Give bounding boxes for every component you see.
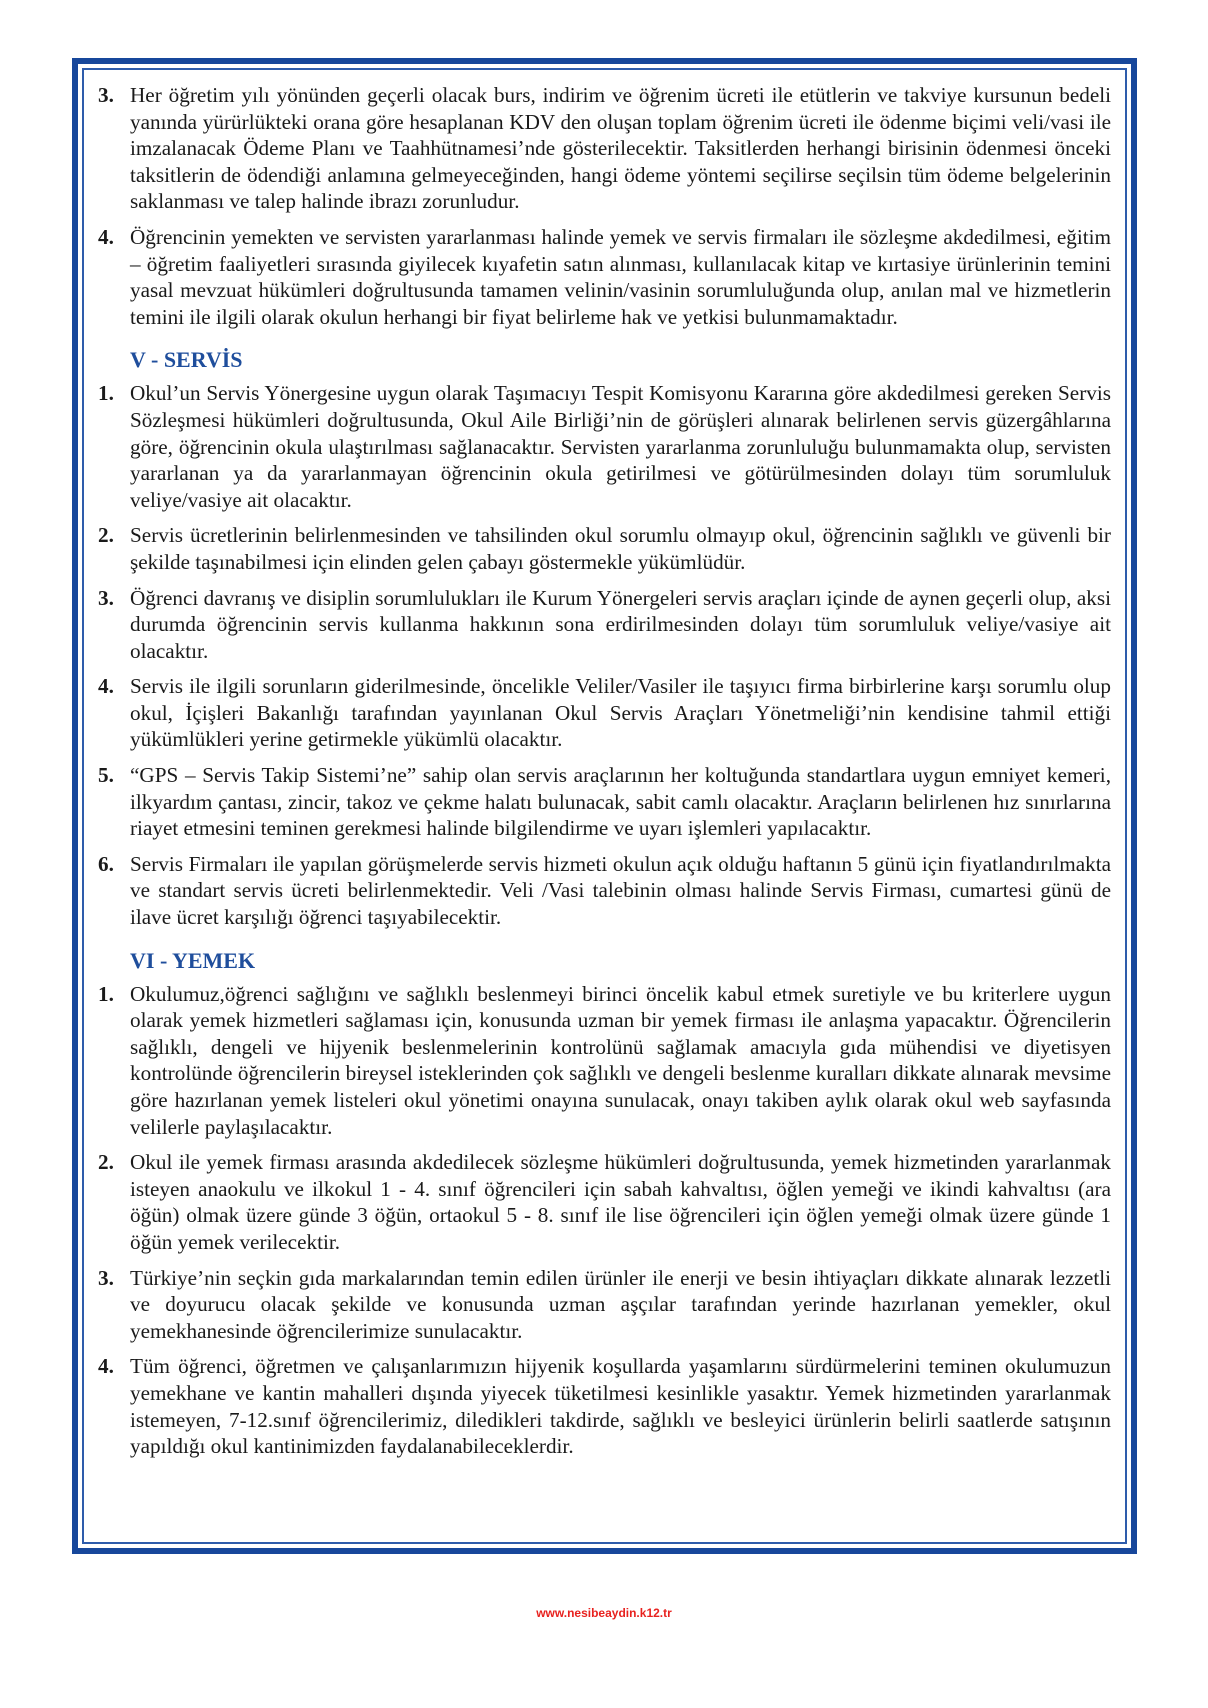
item-text: Öğrenci davranış ve disiplin sorumlulukları ile Kurum Yönergeleri servis araçları içinde de aynen geçerli olup, aksi durumda öğrencinin servis kullanma hakkının sona erdirilmesinden dolayı tüm sorumluluk veliye/vasiye ait olacaktır. [130, 585, 1111, 663]
item-text: “GPS – Servis Takip Sistemi’ne” sahip olan servis araçlarının her koltuğunda standartlara uygun emniyet kemeri, ilkyardım çantası, zincir, takoz ve çekme halatı bulunacak, sabit camlı olacaktır. Araçların belirlenen hız sınırlarına riayet etmesini teminen gerekmesi halinde bilgilendirme ve uyarı işlemleri yapılacaktır. [130, 763, 1111, 841]
list-item [98, 851, 1111, 931]
item-text: Okul ile yemek firması arasında akdedilecek sözleşme hükümleri doğrultusunda, yemek hizmetinden yararlanmak isteyen anaokulu ve ilkokul 1 - 4. sınıf öğrencileri için sabah kahvaltısı, öğlen yemeği ve ikindi kahvaltısı (ara öğün) olmak üzere günde 3 öğün, ortaokul 5 - 8. sınıf ile lise öğrencileri için öğlen yemeği olmak üzere günde 1 öğün yemek verilecektir. [130, 1150, 1111, 1254]
list-item [98, 82, 1111, 215]
document-body [98, 82, 1111, 1469]
item-text: Türkiye’nin seçkin gıda markalarından temin edilen ürünler ile enerji ve besin ihtiyaçları dikkate alınarak lezzetli ve doyurucu olacak şekilde ve konusunda uzman aşçılar tarafından yerinde hazırlanan yemekler, okul yemekhanesinde öğrencilerimize sunulacaktır. [130, 1265, 1111, 1343]
item-number: 5. [98, 763, 114, 788]
item-number: 1. [98, 381, 114, 406]
item-text: Servis Firmaları ile yapılan görüşmelerde servis hizmeti okulun açık olduğu haftanın 5 günü için fiyatlandırılmakta ve standart servis ücreti belirlenmektedir. Veli /Vasi talebinin olması halinde Servis Firması, cumartesi günü de ilave ücret karşılığı öğrenci taşıyabilecektir. [130, 851, 1111, 930]
item-number: 4. [98, 224, 114, 249]
list-item [98, 762, 1111, 842]
item-text: Okul’un Servis Yönergesine uygun olarak Taşımacıyı Tespit Komisyonu Kararına göre akdedilmesi gereken Servis Sözleşmesi hükümleri doğrultusunda, Okul Aile Birliği’nin de görüşleri alınarak belirlenen servis güzergâhlarına göre, öğrencinin okula ulaştırılması sağlanacaktır. Servisten yararlanma zorunluluğu bulunmamakta olup, servisten yararlanan ya da yararlanmayan öğrencinin okula getirilmesi ve götürülmesinden dolayı tüm sorumluluk veliye/vasiye ait olacaktır. [130, 381, 1111, 512]
item-text: Tüm öğrenci, öğretmen ve çalışanlarımızın hijyenik koşullarda yaşamlarını sürdürmelerini teminen okulumuzun yemekhane ve kantin mahalleri dışında yiyecek tüketilmesi kesinlikle yasaktır. Yemek hizmetinden yararlanmak istemeyen, 7-12.sınıf öğrencilerimiz, diledikleri takdirde, sağlıklı ve besleyici ürünlerin belirli saatlerde satışının yapıldığı okul kantinimizden faydalanabileceklerdir. [130, 1354, 1111, 1459]
list-item [98, 1265, 1111, 1345]
list-item [98, 1353, 1111, 1459]
list-item [98, 1149, 1111, 1255]
item-number: 2. [98, 523, 114, 548]
item-number: 3. [98, 1265, 114, 1290]
list-item [98, 981, 1111, 1141]
item-number: 3. [98, 83, 114, 107]
section-heading: VI - YEMEK [130, 947, 256, 973]
section-yemek [98, 947, 1111, 1460]
list-item [98, 585, 1111, 665]
item-text: Servis ücretlerinin belirlenmesinden ve tahsilinden okul sorumlu olmayıp okul, öğrencinin sağlıklı ve güvenli bir şekilde taşınabilmesi için elinden gelen çabayı göstermekle yükümlüdür. [130, 523, 1111, 574]
item-text: Okulumuz,öğrenci sağlığını ve sağlıklı beslenmeyi birinci öncelik kabul etmek suretiyle ve bu kriterlere uygun olarak yemek hizmetleri sağlaması için, konusunda uzman bir yemek firması ile anlaşma yapacaktır. Öğrencilerin sağlıklı, dengeli ve hijyenik beslenmelerinin kontrolünü sağlamak amacıyla gıda mühendisi ve diyetisyen kontrolünde öğrencilerin bireysel isteklerinden çok sağlıklı ve dengeli beslenme kuralları dikkate alınarak mevsime göre hazırlanan yemek listeleri okul yönetimi onayına sunulacak, onayı takiben aylık olarak okul web sayfasında velilerle paylaşılacaktır. [130, 981, 1111, 1139]
item-number: 1. [98, 981, 114, 1006]
item-text: Öğrencinin yemekten ve servisten yararlanması halinde yemek ve servis firmaları ile sözleşme akdedilmesi, eğitim – öğretim faaliyetleri sırasında giyilecek kıyafetin satın alınması, kullanılacak kitap ve kırtasiye ürünlerinin temini yasal mevzuat hükümleri doğrultusunda tamamen velinin/vasinin sorumluluğunda olup, anılan mal ve hizmetlerin temini ile ilgili olarak okulun herhangi bir fiyat belirleme hak ve yetkisi bulunmamaktadır. [130, 224, 1111, 329]
list-item [98, 380, 1111, 513]
item-number: 3. [98, 585, 114, 610]
item-number: 4. [98, 674, 114, 699]
section-heading: V - SERVİS [130, 347, 243, 373]
intro-list [98, 82, 1111, 330]
item-text: Servis ile ilgili sorunların giderilmesinde, öncelikle Veliler/Vasiler ile taşıyıcı firma birbirlerine karşı sorumlu olup okul, İçişleri Bakanlığı tarafından yayınlanan Okul Servis Araçları Yönetmeliği’nin kendisine tahmil ettiği yükümlükleri yerine getirmekle yükümlü olacaktır. [130, 674, 1111, 752]
item-text: Her öğretim yılı yönünden geçerli olacak burs, indirim ve öğrenim ücreti ile etütlerin ve takviye kursunun bedeli yanında yürürlükteki orana göre hesaplanan KDV den oluşan toplam öğrenim ücreti ile ödenme biçimi veli/vasi ile imzalanacak Ödeme Planı ve Taahhütnamesi’nde gösterilecektir. Taksitlerden herhangi birisinin ödenmesi önceki taksitlerin de ödendiği anlamına gelmeyeceğinden, hangi ödeme yöntemi seçilirse seçilsin tüm ödeme belgelerinin saklanması ve talep halinde ibrazı zorunludur. [130, 83, 1111, 214]
page-border-frame [72, 58, 1137, 1554]
list-item [98, 673, 1111, 753]
list-item [98, 224, 1111, 330]
list-item [98, 522, 1111, 575]
item-number: 4. [98, 1354, 114, 1379]
footer-website-link[interactable]: www.nesibeaydin.k12.tr [536, 1606, 672, 1620]
item-number: 6. [98, 851, 114, 876]
section-servis [98, 346, 1111, 930]
item-number: 2. [98, 1150, 114, 1175]
